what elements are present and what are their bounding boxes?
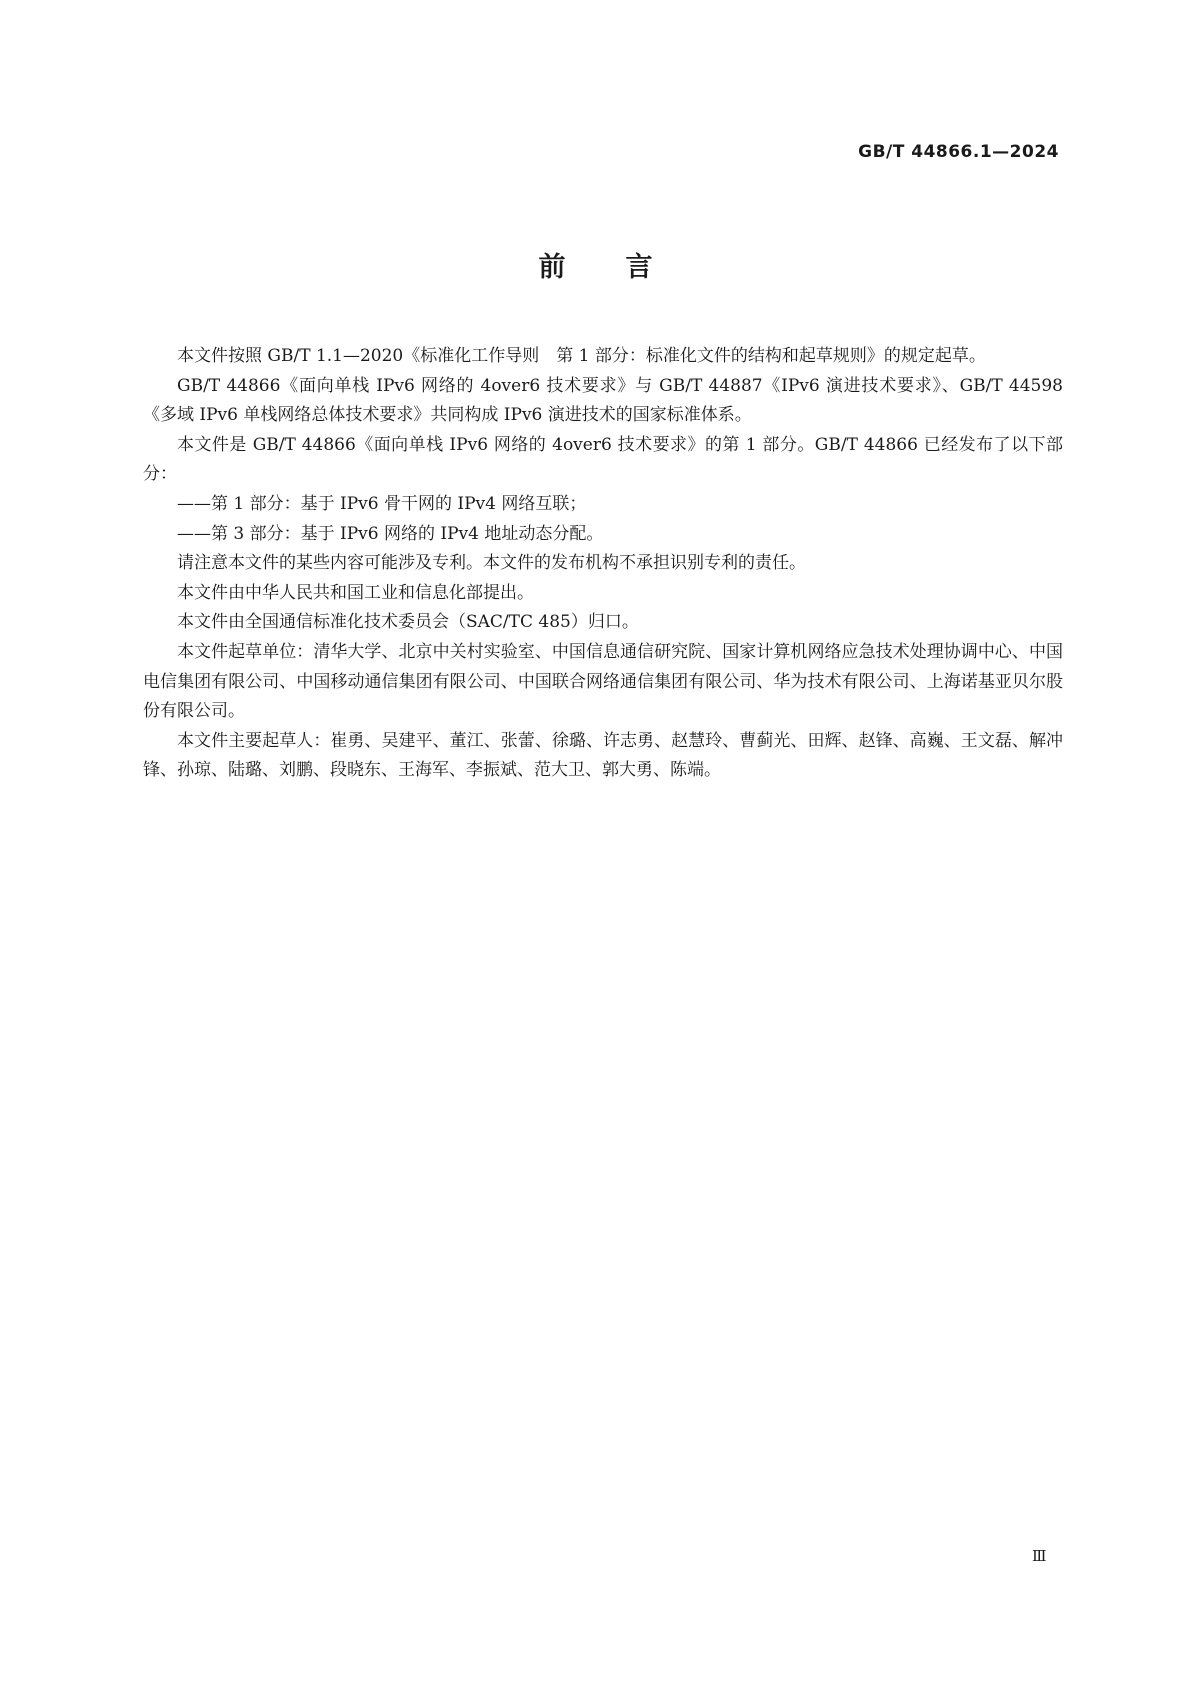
paragraph-drafters: 本文件主要起草人：崔勇、吴建平、董江、张蕾、徐璐、许志勇、赵慧玲、曹蓟光、田辉、赵锋、高巍、王文磊、解冲锋、孙琼、陆璐、刘鹏、段晓东、王海军、李振斌、范大卫、郭大勇、陈端。 <box>143 730 1063 781</box>
paragraph-drafting-rules: 本文件按照 GB/T 1.1—2020《标准化工作导则 第 1 部分：标准化文件的结构和起草规则》的规定起草。 <box>177 346 986 366</box>
page-number: Ⅲ <box>1032 1547 1047 1565</box>
paragraph-technical-committee: 本文件由全国通信标准化技术委员会（SAC/TC 485）归口。 <box>177 612 639 633</box>
paragraph-drafting-units: 本文件起草单位：清华大学、北京中关村实验室、中国信息通信研究院、国家计算机网络应急技术处理协调中心、中国电信集团有限公司、中国移动通信集团有限公司、中国联合网络通信集团有限公司、华为技术有限公司、上海诺基亚贝尔股份有限公司。 <box>143 641 1063 722</box>
page-title: 前言 <box>538 252 713 283</box>
list-item-part-3: ——第 3 部分：基于 IPv6 网络的 IPv4 地址动态分配。 <box>177 523 604 544</box>
paragraph-patent-notice: 请注意本文件的某些内容可能涉及专利。本文件的发布机构不承担识别专利的责任。 <box>177 553 806 574</box>
paragraph-proposer: 本文件由中华人民共和国工业和信息化部提出。 <box>177 582 534 603</box>
list-item-part-1: ——第 1 部分：基于 IPv6 骨干网的 IPv4 网络互联； <box>177 493 587 514</box>
foreword-body <box>143 342 1063 786</box>
paragraph-part-statement: 本文件是 GB/T 44866《面向单栈 IPv6 网络的 4over6 技术要求》的第 1 部分。GB/T 44866 已经发布了以下部分： <box>143 434 1063 485</box>
standard-number: GB/T 44866.1—2024 <box>858 142 1059 162</box>
paragraph-standard-system: GB/T 44866《面向单栈 IPv6 网络的 4over6 技术要求》与 GB/T 44887《IPv6 演进技术要求》、GB/T 44598《多域 IPv6 单栈网络总体技术要求》共同构成 IPv6 演进技术的国家标准体系。 <box>143 375 1063 426</box>
